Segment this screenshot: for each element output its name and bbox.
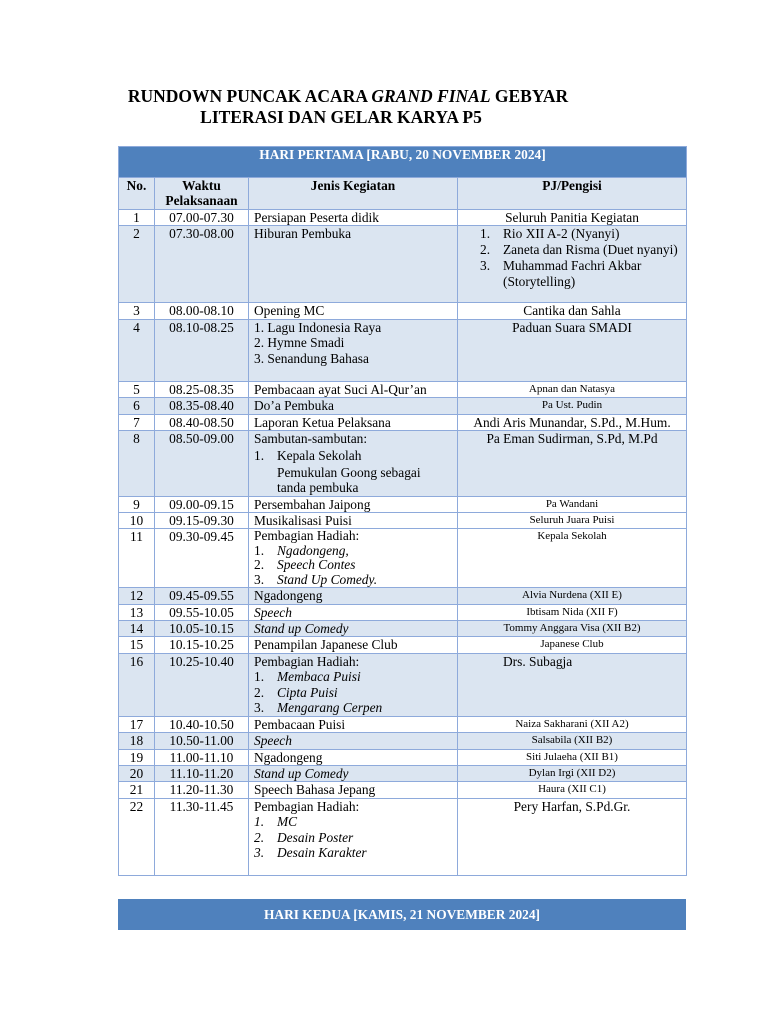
day-2-header: HARI KEDUA [KAMIS, 21 NOVEMBER 2024] xyxy=(118,899,686,930)
row-time: 11.10-11.20 xyxy=(155,765,249,781)
table-row xyxy=(119,716,687,732)
row-time: 09.15-09.30 xyxy=(155,513,249,529)
row-no: 19 xyxy=(119,749,155,765)
table-row xyxy=(119,529,687,588)
row-time: 10.05-10.15 xyxy=(155,620,249,636)
row-time: 09.45-09.55 xyxy=(155,588,249,604)
table-row xyxy=(119,604,687,620)
row-no: 20 xyxy=(119,765,155,781)
row-activity: Opening MC xyxy=(249,303,458,319)
row-activity: Stand up Comedy xyxy=(249,620,458,636)
row-activity: Do’a Pembuka xyxy=(249,398,458,414)
table-row xyxy=(119,637,687,653)
row-pj: Siti Julaeha (XII B1) xyxy=(458,749,687,765)
row-pj: Haura (XII C1) xyxy=(458,782,687,798)
table-row xyxy=(119,431,687,497)
row-activity: Speech xyxy=(249,733,458,749)
row-activity: Pembagian Hadiah: 1. Membaca Puisi 2. Cipta Puisi 3. Mengarang Cerpen xyxy=(249,653,458,716)
row-time: 09.00-09.15 xyxy=(155,496,249,512)
row-activity: Penampilan Japanese Club xyxy=(249,637,458,653)
row-pj: Pa Wandani xyxy=(458,496,687,512)
row-time: 08.25-08.35 xyxy=(155,381,249,397)
title-line-2: LITERASI DAN GELAR KARYA P5 xyxy=(200,107,482,127)
schedule-table-day-1 xyxy=(118,146,687,876)
row-time: 08.40-08.50 xyxy=(155,414,249,430)
table-row xyxy=(119,782,687,798)
row-activity: Ngadongeng xyxy=(249,749,458,765)
row-no: 8 xyxy=(119,431,155,497)
row-pj: Salsabila (XII B2) xyxy=(458,733,687,749)
row-no: 22 xyxy=(119,798,155,875)
row-no: 18 xyxy=(119,733,155,749)
row-no: 1 xyxy=(119,210,155,226)
row-no: 13 xyxy=(119,604,155,620)
table-row xyxy=(119,381,687,397)
row-no: 2 xyxy=(119,226,155,303)
row-activity: Pembagian Hadiah: 1. Ngadongeng, 2. Speech Contes 3. Stand Up Comedy. xyxy=(249,529,458,588)
row-pj: Paduan Suara SMADI xyxy=(458,319,687,381)
row-time: 07.00-07.30 xyxy=(155,210,249,226)
table-row xyxy=(119,496,687,512)
row-pj: Naiza Sakharani (XII A2) xyxy=(458,716,687,732)
row-activity: Speech xyxy=(249,604,458,620)
row-time: 09.55-10.05 xyxy=(155,604,249,620)
row-activity: Musikalisasi Puisi xyxy=(249,513,458,529)
row-pj: Tommy Anggara Visa (XII B2) xyxy=(458,620,687,636)
table-row xyxy=(119,226,687,303)
row-pj: Seluruh Panitia Kegiatan xyxy=(458,210,687,226)
row-pj: Dylan Irgi (XII D2) xyxy=(458,765,687,781)
row-no: 5 xyxy=(119,381,155,397)
row-no: 12 xyxy=(119,588,155,604)
row-no: 15 xyxy=(119,637,155,653)
row-no: 16 xyxy=(119,653,155,716)
table-row xyxy=(119,303,687,319)
row-activity: Sambutan-sambutan: 1. Kepala Sekolah Pemukulan Goong sebagai tanda pembuka xyxy=(249,431,458,497)
row-activity: Persembahan Jaipong xyxy=(249,496,458,512)
row-time: 10.15-10.25 xyxy=(155,637,249,653)
day-1-header: HARI PERTAMA [RABU, 20 NOVEMBER 2024] xyxy=(119,147,687,178)
row-activity: Speech Bahasa Jepang xyxy=(249,782,458,798)
row-time: 11.00-11.10 xyxy=(155,749,249,765)
table-row xyxy=(119,765,687,781)
table-row xyxy=(119,414,687,430)
row-pj: Drs. Subagja xyxy=(458,653,687,716)
row-time: 07.30-08.00 xyxy=(155,226,249,303)
table-row xyxy=(119,733,687,749)
row-time: 10.25-10.40 xyxy=(155,653,249,716)
row-pj: Andi Aris Munandar, S.Pd., M.Hum. xyxy=(458,414,687,430)
row-activity: Stand up Comedy xyxy=(249,765,458,781)
table-row xyxy=(119,588,687,604)
table-row xyxy=(119,210,687,226)
title-line-1: RUNDOWN PUNCAK ACARA GRAND FINAL GEBYAR xyxy=(127,86,569,106)
row-no: 17 xyxy=(119,716,155,732)
row-pj: 1. Rio XII A-2 (Nyanyi) 2. Zaneta dan Risma (Duet nyanyi) 3. Muhammad Fachri Akbar (Storytelling) xyxy=(458,226,687,303)
row-pj: Kepala Sekolah xyxy=(458,529,687,588)
row-pj: Alvia Nurdena (XII E) xyxy=(458,588,687,604)
row-no: 7 xyxy=(119,414,155,430)
row-pj: Ibtisam Nida (XII F) xyxy=(458,604,687,620)
table-row xyxy=(119,798,687,875)
row-time: 10.40-10.50 xyxy=(155,716,249,732)
row-no: 6 xyxy=(119,398,155,414)
row-activity: Ngadongeng xyxy=(249,588,458,604)
table-row xyxy=(119,319,687,381)
row-time: 10.50-11.00 xyxy=(155,733,249,749)
row-activity: Pembacaan ayat Suci Al-Qur’an xyxy=(249,381,458,397)
col-header-time: Waktu Pelaksanaan xyxy=(155,178,249,210)
row-time: 08.00-08.10 xyxy=(155,303,249,319)
row-no: 3 xyxy=(119,303,155,319)
table-row xyxy=(119,513,687,529)
row-no: 4 xyxy=(119,319,155,381)
row-no: 10 xyxy=(119,513,155,529)
row-pj: Cantika dan Sahla xyxy=(458,303,687,319)
row-activity: Pembagian Hadiah: 1. MC 2. Desain Poster 3. Desain Karakter xyxy=(249,798,458,875)
row-activity: Laporan Ketua Pelaksana xyxy=(249,414,458,430)
table-row xyxy=(119,398,687,414)
row-activity: 1. Lagu Indonesia Raya 2. Hymne Smadi 3. Senandung Bahasa xyxy=(249,319,458,381)
row-time: 08.10-08.25 xyxy=(155,319,249,381)
row-activity: Hiburan Pembuka xyxy=(249,226,458,303)
col-header-pj: PJ/Pengisi xyxy=(458,178,687,210)
table-row xyxy=(119,749,687,765)
col-header-activity: Jenis Kegiatan xyxy=(249,178,458,210)
row-time: 11.30-11.45 xyxy=(155,798,249,875)
row-no: 9 xyxy=(119,496,155,512)
row-pj: Seluruh Juara Puisi xyxy=(458,513,687,529)
row-pj: Japanese Club xyxy=(458,637,687,653)
row-time: 11.20-11.30 xyxy=(155,782,249,798)
row-pj: Pa Eman Sudirman, S.Pd, M.Pd xyxy=(458,431,687,497)
col-header-no: No. xyxy=(119,178,155,210)
row-pj: Pa Ust. Pudin xyxy=(458,398,687,414)
row-no: 11 xyxy=(119,529,155,588)
table-row xyxy=(119,620,687,636)
row-no: 14 xyxy=(119,620,155,636)
row-activity: Persiapan Peserta didik xyxy=(249,210,458,226)
row-time: 08.35-08.40 xyxy=(155,398,249,414)
table-row xyxy=(119,653,687,716)
row-activity: Pembacaan Puisi xyxy=(249,716,458,732)
row-time: 09.30-09.45 xyxy=(155,529,249,588)
row-pj: Pery Harfan, S.Pd.Gr. xyxy=(458,798,687,875)
row-time: 08.50-09.00 xyxy=(155,431,249,497)
document-title xyxy=(0,86,696,128)
row-pj: Apnan dan Natasya xyxy=(458,381,687,397)
row-no: 21 xyxy=(119,782,155,798)
